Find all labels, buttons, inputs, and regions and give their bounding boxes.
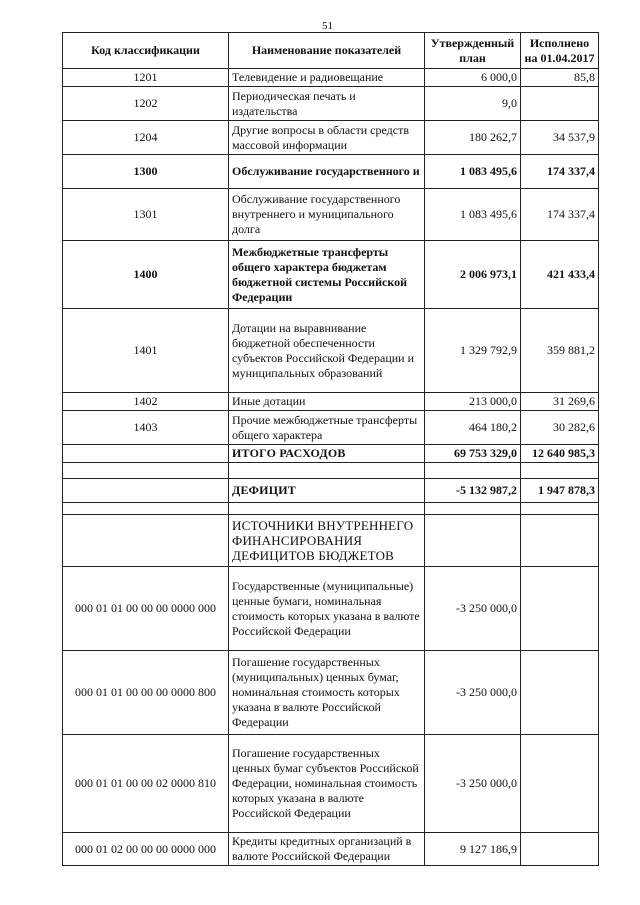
table-row xyxy=(63,735,599,833)
row-name: Дотации на выравнивание бюджетной обеспеченности субъектов Российской Федерации и муниципальных образований xyxy=(229,309,425,393)
table-row xyxy=(63,121,599,155)
row-name: Другие вопросы в области средств массовой информации xyxy=(229,121,425,155)
header-code: Код классификации xyxy=(63,33,229,69)
row-name: Иные дотации xyxy=(229,393,425,411)
row-plan: 1 083 495,6 xyxy=(425,155,521,189)
row-done: 1 947 878,3 xyxy=(521,479,599,503)
budget-table xyxy=(62,32,599,866)
table-row xyxy=(63,69,599,87)
row-code: 1204 xyxy=(63,121,229,155)
row-code: 1401 xyxy=(63,309,229,393)
row-plan: 1 329 792,9 xyxy=(425,309,521,393)
row-done xyxy=(521,833,599,866)
row-code: 000 01 01 00 00 02 0000 810 xyxy=(63,735,229,833)
row-plan: -3 250 000,0 xyxy=(425,567,521,651)
row-plan: 464 180,2 xyxy=(425,411,521,445)
row-done xyxy=(521,515,599,567)
table-row xyxy=(63,567,599,651)
row-name xyxy=(229,503,425,515)
table-row xyxy=(63,309,599,393)
row-plan: 69 753 329,0 xyxy=(425,445,521,463)
table-row xyxy=(63,241,599,309)
row-done: 174 337,4 xyxy=(521,155,599,189)
row-code: 1402 xyxy=(63,393,229,411)
row-code: 1403 xyxy=(63,411,229,445)
row-code: 000 01 01 00 00 00 0000 000 xyxy=(63,567,229,651)
row-name: Обслуживание государственного и xyxy=(229,155,425,189)
row-code: 1202 xyxy=(63,87,229,121)
row-name: ДЕФИЦИТ xyxy=(229,479,425,503)
row-code: 1400 xyxy=(63,241,229,309)
row-plan: 2 006 973,1 xyxy=(425,241,521,309)
row-code: 1301 xyxy=(63,189,229,241)
row-done xyxy=(521,463,599,479)
row-code: 000 01 01 00 00 00 0000 800 xyxy=(63,651,229,735)
row-plan: 9 127 186,9 xyxy=(425,833,521,866)
row-name: Кредиты кредитных организаций в валюте Российской Федерации xyxy=(229,833,425,866)
table-row xyxy=(63,393,599,411)
row-plan: 9,0 xyxy=(425,87,521,121)
row-done: 34 537,9 xyxy=(521,121,599,155)
header-plan: Утвержденный план xyxy=(425,33,521,69)
row-done xyxy=(521,503,599,515)
row-done xyxy=(521,735,599,833)
row-done: 359 881,2 xyxy=(521,309,599,393)
row-name: Межбюджетные трансферты общего характера бюджетам бюджетной системы Российской Федерации xyxy=(229,241,425,309)
table-row xyxy=(63,189,599,241)
row-code xyxy=(63,445,229,463)
row-done: 12 640 985,3 xyxy=(521,445,599,463)
table-row xyxy=(63,155,599,189)
row-plan: 6 000,0 xyxy=(425,69,521,87)
table-header-row xyxy=(63,33,599,69)
row-done xyxy=(521,567,599,651)
row-plan xyxy=(425,463,521,479)
row-done: 30 282,6 xyxy=(521,411,599,445)
table-row xyxy=(63,479,599,503)
row-name: Периодическая печать и издательства xyxy=(229,87,425,121)
row-name: ИСТОЧНИКИ ВНУТРЕННЕГО ФИНАНСИРОВАНИЯ ДЕФИЦИТОВ БЮДЖЕТОВ xyxy=(229,515,425,567)
page-number: 51 xyxy=(322,20,333,32)
row-plan: 180 262,7 xyxy=(425,121,521,155)
row-plan: 1 083 495,6 xyxy=(425,189,521,241)
budget-table-container xyxy=(62,32,599,866)
row-plan: -3 250 000,0 xyxy=(425,651,521,735)
row-done: 31 269,6 xyxy=(521,393,599,411)
row-plan: 213 000,0 xyxy=(425,393,521,411)
row-name xyxy=(229,463,425,479)
row-name: Государственные (муниципальные) ценные бумаги, номинальная стоимость которых указана в валюте Российской Федерации xyxy=(229,567,425,651)
row-code xyxy=(63,463,229,479)
row-code xyxy=(63,503,229,515)
row-name: Прочие межбюджетные трансферты общего характера xyxy=(229,411,425,445)
row-plan xyxy=(425,515,521,567)
header-name: Наименование показателей xyxy=(229,33,425,69)
table-row xyxy=(63,833,599,866)
table-row xyxy=(63,463,599,479)
row-done: 421 433,4 xyxy=(521,241,599,309)
row-code: 1300 xyxy=(63,155,229,189)
row-name: ИТОГО РАСХОДОВ xyxy=(229,445,425,463)
row-code: 1201 xyxy=(63,69,229,87)
table-row xyxy=(63,87,599,121)
row-code: 000 01 02 00 00 00 0000 000 xyxy=(63,833,229,866)
row-name: Телевидение и радиовещание xyxy=(229,69,425,87)
header-done: Исполнено на 01.04.2017 xyxy=(521,33,599,69)
table-row xyxy=(63,515,599,567)
row-plan xyxy=(425,503,521,515)
row-name: Обслуживание государственного внутреннего и муниципального долга xyxy=(229,189,425,241)
row-done xyxy=(521,87,599,121)
row-done: 85,8 xyxy=(521,69,599,87)
row-done xyxy=(521,651,599,735)
row-plan: -5 132 987,2 xyxy=(425,479,521,503)
row-name: Погашение государственных ценных бумаг субъектов Российской Федерации, номинальная стоимость которых указана в валюте Российской Федерации xyxy=(229,735,425,833)
row-code xyxy=(63,479,229,503)
table-row xyxy=(63,445,599,463)
row-done: 174 337,4 xyxy=(521,189,599,241)
table-row xyxy=(63,411,599,445)
row-name: Погашение государственных (муниципальных) ценных бумаг, номинальная стоимость которых указана в валюте Российской Федерации xyxy=(229,651,425,735)
table-row xyxy=(63,651,599,735)
table-row xyxy=(63,503,599,515)
row-plan: -3 250 000,0 xyxy=(425,735,521,833)
row-code xyxy=(63,515,229,567)
